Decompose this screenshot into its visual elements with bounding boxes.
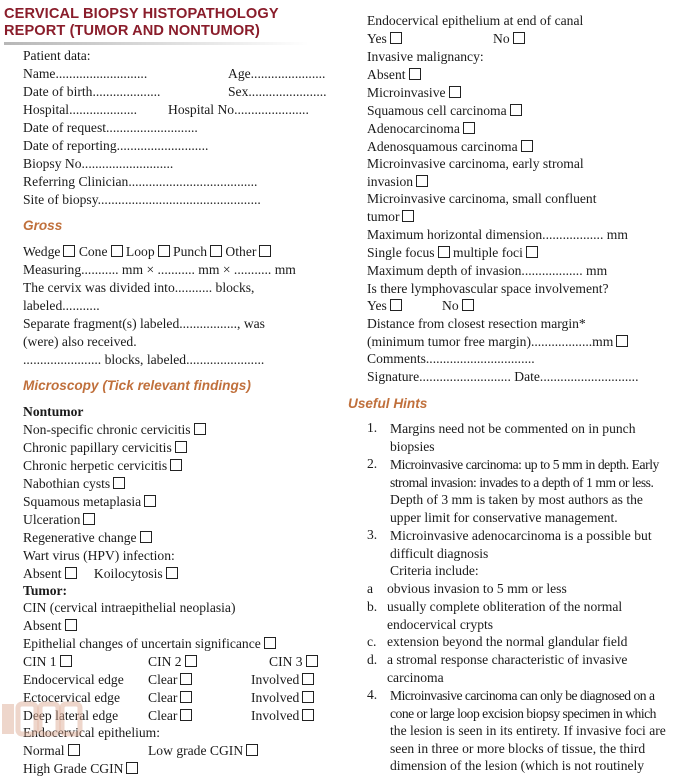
finding-checkbox[interactable] [140,531,152,543]
epithelial-changes-label: Epithelial changes of uncertain significance [23,636,261,651]
scc-label: Squamous cell carcinoma [367,103,507,118]
loop-label: Loop [125,244,155,259]
endo-end-no-row [493,30,525,48]
hpv-absent-checkbox[interactable] [65,567,77,579]
adenocarcinoma-label: Adenocarcinoma [367,121,460,136]
finding-checkbox[interactable] [175,441,187,453]
cin3-checkbox[interactable] [306,655,318,667]
lymph-yes-row [367,297,402,315]
useful-hints-heading: Useful Hints [348,396,428,411]
criterion-text: extension beyond the normal glandular field [387,634,628,649]
multiple-foci-checkbox[interactable] [526,246,538,258]
wedge-checkbox[interactable] [63,245,75,257]
hint-text: Margins need not be commented on in punch [390,421,636,436]
mic-early-checkbox[interactable] [416,175,428,187]
separate-line-3: ....................... blocks, labeled....................... [23,352,265,367]
involved-checkbox[interactable] [302,673,314,685]
cin1-checkbox[interactable] [60,655,72,667]
invasive-malignancy-label: Invasive malignancy: [367,49,484,64]
finding-row [23,493,156,511]
cin2-checkbox[interactable] [185,655,197,667]
cin1-row [23,653,72,671]
clear-label: Clear [148,708,178,723]
mic-small-label: tumor [367,209,400,224]
normal-label: Normal [23,743,65,758]
publisher-watermark-logo [0,700,88,740]
finding-row [23,529,152,547]
lymph-no-row [442,297,474,315]
biopsy-no-field: Biopsy No........................... [23,156,174,171]
finding-row [23,421,206,439]
endocervical-edge-label: Endocervical edge [23,672,124,687]
scc-row [367,102,522,120]
no-label: No [493,31,510,46]
hint-text: upper limit for conservative management. [390,509,618,525]
cin2-row [148,653,197,671]
low-grade-cgin-label: Low grade CGIN [148,743,244,758]
criterion-text: endocervical crypts [387,616,494,632]
normal-checkbox[interactable] [68,744,80,756]
koilocytosis-label: Koilocytosis [93,566,163,581]
deep-lateral-edge-clear [148,707,192,725]
adenosquamous-label: Adenosquamous carcinoma [367,139,518,154]
report-title-line-2: REPORT (TUMOR AND NONTUMOR) [4,23,260,39]
criterion-letter: c. [367,634,377,649]
hint-number: 1. [367,420,378,435]
high-grade-cgin-label: High Grade CGIN [23,761,124,776]
hint-text: the lesion is seen in its entirety. If invasive foci are [390,723,666,739]
criterion-letter: a [367,581,374,596]
finding-checkbox[interactable] [113,477,125,489]
endo-end-of-canal-label: Endocervical epithelium at end of canal [367,13,584,28]
low-grade-cgin-row [148,742,258,760]
criterion-text: usually complete obliteration of the normal [387,599,623,614]
cone-label: Cone [78,244,108,259]
finding-checkbox[interactable] [144,495,156,507]
ectocervical-edge-clear [148,689,192,707]
hint-text: seen in three or more blocks of tissue, the third [390,740,646,756]
signature-date-field: Signature........................... Date............................. [367,369,639,384]
yes-checkbox[interactable] [390,299,402,311]
finding-checkbox[interactable] [83,513,95,525]
cin1-label: CIN 1 [23,654,57,669]
single-focus-label: Single focus [367,245,435,260]
site-of-biopsy-field: Site of biopsy................................................ [23,192,261,207]
tumor-label: Tumor: [23,583,68,598]
finding-label: Chronic papillary cervicitis [23,440,172,455]
clear-checkbox[interactable] [180,673,192,685]
criterion-text: a stromal response characteristic of invasive [387,652,628,667]
focus-row [367,244,538,262]
hospital-field: Hospital.................... [23,102,138,117]
mic-small-row [367,208,414,226]
microinvasive-row [367,84,461,102]
normal-row [23,742,80,760]
separate-line-1: Separate fragment(s) labeled................., was [23,316,265,331]
mic-early-line-1: Microinvasive carcinoma, early stromal [367,156,584,171]
yes-label: Yes [367,31,387,46]
finding-row [23,511,95,529]
finding-row [23,475,125,493]
finding-label: Ulceration [23,512,81,527]
distance-row [367,333,628,351]
microinvasive-checkbox[interactable] [449,86,461,98]
involved-label: Involved [251,672,300,687]
hint-text: Microinvasive carcinoma: up to 5 mm in depth. Early [390,457,659,472]
finding-checkbox[interactable] [194,423,206,435]
endocervical-epithelium-label: Endocervical epithelium: [23,725,161,740]
finding-row [23,439,187,457]
patient-age-field: Age...................... [228,66,326,81]
other-checkbox[interactable] [259,245,271,257]
distance-line-1: Distance from closest resection margin* [367,316,586,331]
adenocarcinoma-checkbox[interactable] [463,122,475,134]
distance-line-2: (minimum tumor free margin)..................mm [367,334,614,349]
deep-lateral-edge-involved [251,707,314,725]
finding-checkbox[interactable] [170,459,182,471]
adenosquamous-checkbox[interactable] [521,140,533,152]
high-grade-cgin-checkbox[interactable] [126,762,138,774]
loop-checkbox[interactable] [158,245,170,257]
clear-checkbox[interactable] [180,691,192,703]
finding-label: Non-specific chronic cervicitis [23,422,191,437]
hint-text: cone or large loop excision biopsy specimen in which [390,705,656,721]
title-underline [4,42,309,45]
hint-text: biopsies [390,438,435,454]
max-depth-field: Maximum depth of invasion.................. mm [367,263,608,278]
hpv-absent-label: Absent [23,566,62,581]
gross-heading: Gross [23,218,63,233]
adenocarcinoma-row [367,120,475,138]
microinvasive-label: Microinvasive [367,85,446,100]
involved-checkbox[interactable] [302,709,314,721]
ectocervical-edge-involved [251,689,314,707]
date-of-request-field: Date of request........................... [23,120,198,135]
mic-early-row [367,173,428,191]
criterion-letter: b. [367,599,378,614]
cone-checkbox[interactable] [111,245,123,257]
cin2-label: CIN 2 [148,654,182,669]
patient-sex-field: Sex....................... [228,84,327,99]
high-grade-cgin-row [23,760,138,778]
hospital-no-field: Hospital No...................... [168,102,309,117]
wart-virus-label: Wart virus (HPV) infection: [23,548,175,563]
no-checkbox[interactable] [513,32,525,44]
max-horizontal-field: Maximum horizontal dimension.................. mm [367,227,628,242]
involved-label: Involved [251,708,300,723]
yes-label: Yes [367,298,387,313]
comments-field: Comments................................ [367,351,535,366]
involved-label: Involved [251,690,300,705]
single-focus-checkbox[interactable] [438,246,450,258]
punch-label: Punch [173,244,208,259]
patient-name-field: Name........................... [23,66,148,81]
endocervical-edge-clear [148,671,192,689]
hint-number: 2. [367,456,378,471]
hint-text: Depth of 3 mm is taken by most authors as the [390,492,643,508]
hint-text: Criteria include: [390,563,479,579]
epithelial-changes-row [23,635,276,653]
cin-absent-row [23,617,77,635]
scc-checkbox[interactable] [510,104,522,116]
hint-text: Microinvasive carcinoma can only be diagnosed on a [390,688,655,703]
yes-checkbox[interactable] [390,32,402,44]
criterion-text: carcinoma [387,669,444,685]
cin3-label: CIN 3 [269,654,303,669]
criterion-text: obvious invasion to 5 mm or less [387,581,567,596]
cin-absent-label: Absent [23,618,62,633]
clear-label: Clear [148,672,178,687]
endocervical-edge-involved [251,671,314,689]
hint-text: difficult diagnosis [390,545,489,561]
hint-text: stromal invasion: invades to a depth of 1 mm or less. [390,474,654,490]
patient-dob-field: Date of birth.................... [23,84,161,99]
date-of-reporting-field: Date of reporting........................... [23,138,209,153]
referring-clinician-field: Referring Clinician...................................... [23,174,258,189]
finding-row [23,457,182,475]
no-label: No [442,298,459,313]
mic-early-label: invasion [367,174,414,189]
hint-number: 3. [367,527,378,542]
clear-checkbox[interactable] [180,709,192,721]
endo-end-yes-row [367,30,402,48]
cin3-row [269,653,318,671]
finding-label: Chronic herpetic cervicitis [23,458,168,473]
nontumor-label: Nontumor [23,404,84,419]
punch-checkbox[interactable] [210,245,222,257]
wart-virus-options [23,565,178,583]
ectocervical-edge-label: Ectocervical edge [23,690,120,705]
report-title-line-1: CERVICAL BIOPSY HISTOPATHOLOGY [4,6,279,22]
finding-label: Regenerative change [23,530,137,545]
deep-lateral-edge-label: Deep lateral edge [23,708,119,723]
invasive-absent-label: Absent [367,67,406,82]
hint-number: 4. [367,687,378,702]
invasive-absent-checkbox[interactable] [409,68,421,80]
no-checkbox[interactable] [462,299,474,311]
distance-checkbox[interactable] [616,335,628,347]
mic-small-checkbox[interactable] [402,210,414,222]
measuring-field: Measuring........... mm × ........... mm × ........... mm [23,262,296,277]
multiple-foci-label: multiple foci [453,245,523,260]
mic-small-line-1: Microinvasive carcinoma, small confluent [367,191,597,206]
invasive-absent-row [367,66,421,84]
epithelial-changes-checkbox[interactable] [264,637,276,649]
specimen-type-row [23,243,271,261]
cin-absent-checkbox[interactable] [65,619,77,631]
cin-full-label: CIN (cervical intraepithelial neoplasia) [23,600,236,615]
involved-checkbox[interactable] [302,691,314,703]
wedge-label: Wedge [23,244,61,259]
koilocytosis-checkbox[interactable] [166,567,178,579]
low-grade-cgin-checkbox[interactable] [246,744,258,756]
report-title [4,6,304,40]
criterion-letter: d. [367,652,378,667]
microscopy-heading: Microscopy (Tick relevant findings) [23,378,251,393]
adenosquamous-row [367,138,533,156]
divided-line-2: labeled........... [23,298,100,313]
clear-label: Clear [148,690,178,705]
other-label: Other [225,244,257,259]
divided-line-1: The cervix was divided into........... blocks, [23,280,255,295]
finding-label: Squamous metaplasia [23,494,142,509]
patient-data-header: Patient data: [23,48,91,63]
hint-text: Microinvasive adenocarcinoma is a possible but [390,528,652,543]
lymphovascular-question: Is there lymphovascular space involvement? [367,281,609,296]
separate-line-2: (were) also received. [23,334,137,349]
hint-text: dimension of the lesion (which is not routinely [390,758,645,774]
finding-label: Nabothian cysts [23,476,111,491]
